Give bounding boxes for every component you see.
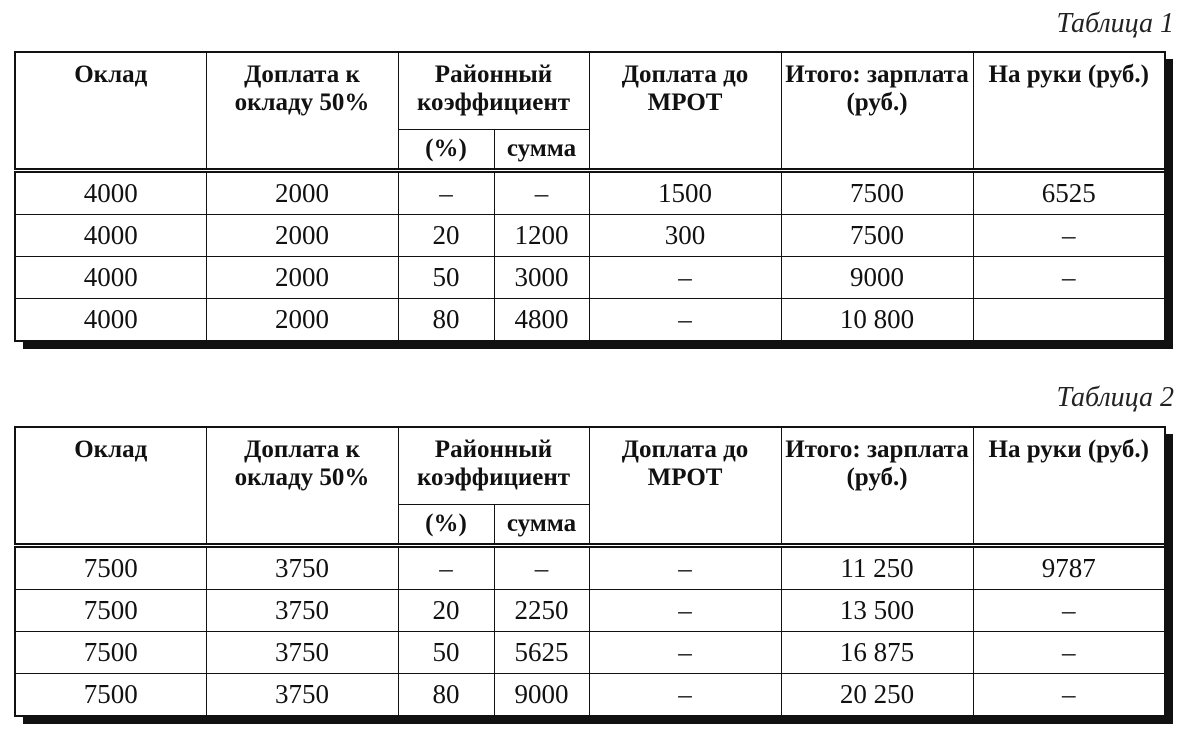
table-row	[15, 257, 1165, 299]
header-oklad: Оклад	[15, 52, 206, 171]
table-row	[15, 546, 1165, 590]
header-doplata-mrot: Доплата до МРОТ	[589, 427, 781, 546]
header-rayon-koef: Районный коэффициент	[398, 427, 589, 505]
cell-na-ruki: –	[973, 632, 1165, 674]
cell-itogo: 20 250	[781, 674, 973, 717]
cell-rayon-summa: 9000	[494, 674, 589, 717]
cell-oklad: 7500	[15, 546, 206, 590]
table-row	[15, 632, 1165, 674]
table-row	[15, 674, 1165, 717]
cell-na-ruki: –	[973, 590, 1165, 632]
cell-doplata-mrot: –	[589, 546, 781, 590]
cell-oklad: 4000	[15, 299, 206, 342]
table-row	[15, 215, 1165, 257]
cell-na-ruki	[973, 299, 1165, 342]
header-rayon-pct: (%)	[398, 130, 494, 171]
header-doplata-okladu: Доплата к окладу 50%	[206, 52, 398, 171]
header-oklad: Оклад	[15, 427, 206, 546]
cell-doplata-mrot: –	[589, 632, 781, 674]
cell-doplata-mrot: –	[589, 257, 781, 299]
cell-doplata-okladu: 3750	[206, 632, 398, 674]
cell-na-ruki: –	[973, 257, 1165, 299]
table-row	[15, 299, 1165, 342]
cell-doplata-mrot: –	[589, 590, 781, 632]
table-row	[15, 590, 1165, 632]
cell-doplata-mrot: –	[589, 299, 781, 342]
header-na-ruki: На руки (руб.)	[973, 52, 1165, 171]
header-na-ruki: На руки (руб.)	[973, 427, 1165, 546]
cell-itogo: 7500	[781, 215, 973, 257]
header-doplata-okladu: Доплата к окладу 50%	[206, 427, 398, 546]
cell-na-ruki: –	[973, 215, 1165, 257]
cell-rayon-pct: 80	[398, 299, 494, 342]
cell-rayon-pct: 50	[398, 257, 494, 299]
cell-doplata-mrot: –	[589, 674, 781, 717]
cell-doplata-okladu: 2000	[206, 257, 398, 299]
cell-rayon-pct: –	[398, 171, 494, 215]
cell-doplata-okladu: 3750	[206, 590, 398, 632]
header-rayon-summa: сумма	[494, 505, 589, 546]
cell-na-ruki: 6525	[973, 171, 1165, 215]
cell-itogo: 9000	[781, 257, 973, 299]
cell-oklad: 7500	[15, 674, 206, 717]
cell-rayon-summa: –	[494, 171, 589, 215]
cell-rayon-pct: 20	[398, 215, 494, 257]
cell-doplata-okladu: 2000	[206, 215, 398, 257]
cell-rayon-summa: 2250	[494, 590, 589, 632]
cell-rayon-pct: –	[398, 546, 494, 590]
cell-doplata-okladu: 2000	[206, 171, 398, 215]
cell-doplata-okladu: 2000	[206, 299, 398, 342]
table-2-frame	[14, 426, 1164, 716]
table-1-frame	[14, 51, 1164, 341]
header-itogo: Итого: зарплата (руб.)	[781, 52, 973, 171]
header-rayon-pct: (%)	[398, 505, 494, 546]
cell-itogo: 11 250	[781, 546, 973, 590]
cell-rayon-summa: 5625	[494, 632, 589, 674]
table-2-caption: Таблица 2	[1056, 382, 1174, 413]
table-1-caption: Таблица 1	[1056, 8, 1174, 39]
header-rayon-koef: Районный коэффициент	[398, 52, 589, 130]
salary-table-1	[14, 51, 1166, 342]
cell-oklad: 7500	[15, 632, 206, 674]
cell-oklad: 4000	[15, 257, 206, 299]
header-itogo: Итого: зарплата (руб.)	[781, 427, 973, 546]
cell-rayon-pct: 50	[398, 632, 494, 674]
cell-itogo: 13 500	[781, 590, 973, 632]
header-doplata-mrot: Доплата до МРОТ	[589, 52, 781, 171]
salary-table-2	[14, 426, 1166, 717]
cell-rayon-pct: 20	[398, 590, 494, 632]
cell-doplata-okladu: 3750	[206, 546, 398, 590]
cell-rayon-summa: 3000	[494, 257, 589, 299]
cell-itogo: 10 800	[781, 299, 973, 342]
header-rayon-summa: сумма	[494, 130, 589, 171]
cell-rayon-summa: 1200	[494, 215, 589, 257]
table-row	[15, 171, 1165, 215]
cell-na-ruki: 9787	[973, 546, 1165, 590]
cell-itogo: 16 875	[781, 632, 973, 674]
cell-oklad: 4000	[15, 215, 206, 257]
cell-itogo: 7500	[781, 171, 973, 215]
cell-oklad: 7500	[15, 590, 206, 632]
cell-na-ruki: –	[973, 674, 1165, 717]
cell-rayon-pct: 80	[398, 674, 494, 717]
cell-rayon-summa: –	[494, 546, 589, 590]
cell-doplata-mrot: 300	[589, 215, 781, 257]
cell-rayon-summa: 4800	[494, 299, 589, 342]
cell-doplata-okladu: 3750	[206, 674, 398, 717]
cell-doplata-mrot: 1500	[589, 171, 781, 215]
cell-oklad: 4000	[15, 171, 206, 215]
